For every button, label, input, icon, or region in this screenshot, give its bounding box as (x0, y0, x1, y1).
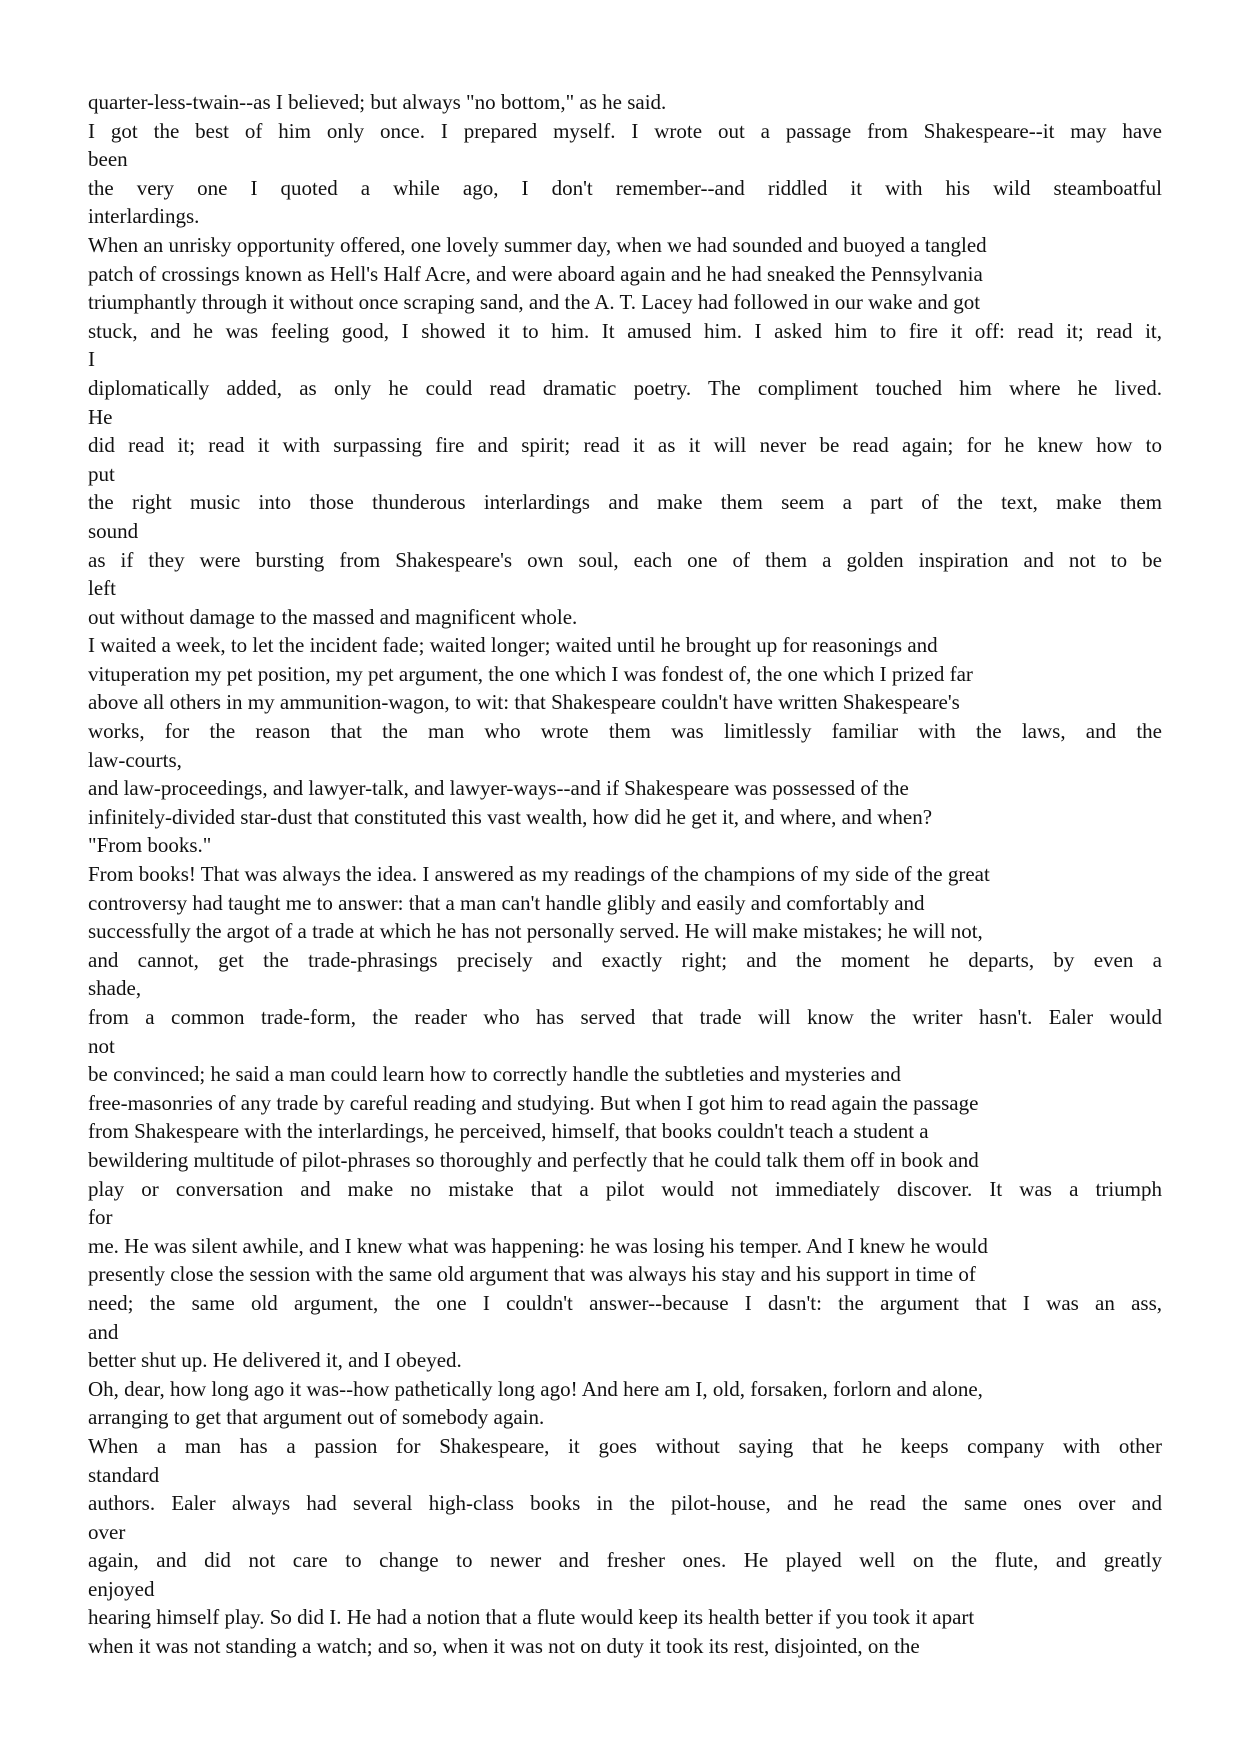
text-line: He (88, 404, 113, 429)
text-line: be convinced; he said a man could learn how to correctly handle the subtleties and mysteries and (88, 1062, 901, 1087)
text-line: sound (88, 518, 139, 543)
text-line: arranging to get that argument out of somebody again. (88, 1405, 545, 1430)
text-line: and law-proceedings, and lawyer-talk, and lawyer-ways--and if Shakespeare was possessed of the (88, 776, 909, 801)
text-line: infinitely-divided star-dust that constituted this vast wealth, how did he get it, and where, and when? (88, 804, 933, 829)
text-line: and cannot, get the trade-phrasings precisely and exactly right; and the moment he departs, by even a (88, 947, 1162, 972)
text-line: From books! That was always the idea. I answered as my readings of the champions of my side of the great (88, 862, 990, 887)
text-line: patch of crossings known as Hell's Half Acre, and were aboard again and he had sneaked the Pennsylvania (88, 261, 983, 286)
text-line: from Shakespeare with the interlardings, he perceived, himself, that books couldn't teach a student a (88, 1119, 929, 1144)
text-line: hearing himself play. So did I. He had a notion that a flute would keep its health better if you took it apart (88, 1605, 975, 1630)
text-line: over (88, 1519, 126, 1544)
text-line: standard (88, 1462, 160, 1487)
text-line: for (88, 1205, 113, 1230)
text-line: when it was not standing a watch; and so, when it was not on duty it took its rest, disjointed, on the (88, 1634, 920, 1659)
text-line: did read it; read it with surpassing fire and spirit; read it as it will never be read again; for he knew how to (88, 433, 1162, 458)
text-line: shade, (88, 976, 142, 1001)
text-line: Oh, dear, how long ago it was--how pathetically long ago! And here am I, old, forsaken, forlorn and alone, (88, 1376, 983, 1401)
text-line: controversy had taught me to answer: that a man can't handle glibly and easily and comfortably and (88, 890, 925, 915)
text-line: put (88, 461, 115, 486)
text-line: need; the same old argument, the one I couldn't answer--because I dasn't: the argument that I was an ass, (88, 1290, 1162, 1315)
text-line: me. He was silent awhile, and I knew what was happening: he was losing his temper. And I knew he would (88, 1233, 988, 1258)
text-line: presently close the session with the same old argument that was always his stay and his support in time of (88, 1262, 976, 1287)
text-line: quarter-less-twain--as I believed; but always "no bottom," as he said. (88, 90, 667, 114)
text-line: interlardings. (88, 204, 200, 229)
text-line: free-masonries of any trade by careful reading and studying. But when I got him to read again the passage (88, 1090, 979, 1115)
text-line: works, for the reason that the man who wrote them was limitlessly familiar with the laws, and the (88, 719, 1162, 744)
text-line: left (88, 576, 116, 601)
text-line: better shut up. He delivered it, and I obeyed. (88, 1348, 462, 1373)
text-line: play or conversation and make no mistake that a pilot would not immediately discover. It was a triumph (88, 1176, 1162, 1201)
text-line: successfully the argot of a trade at which he has not personally served. He will make mistakes; he will not, (88, 919, 983, 944)
text-line: stuck, and he was feeling good, I showed it to him. It amused him. I asked him to fire it off: read it; read it, (88, 318, 1162, 343)
text-line: enjoyed (88, 1576, 155, 1601)
document-page (88, 88, 1162, 1661)
text-line: authors. Ealer always had several high-class books in the pilot-house, and he read the same ones over and (88, 1491, 1162, 1516)
text-line: When a man has a passion for Shakespeare, it goes without saying that he keeps company with other (88, 1433, 1162, 1458)
text-line: law-courts, (88, 747, 182, 772)
text-line: the very one I quoted a while ago, I don't remember--and riddled it with his wild steamboatful (88, 175, 1162, 200)
text-line: triumphantly through it without once scraping sand, and the A. T. Lacey had followed in our wake and got (88, 290, 981, 315)
text-line: diplomatically added, as only he could read dramatic poetry. The compliment touched him where he lived. (88, 375, 1162, 400)
text-line: not (88, 1033, 115, 1058)
text-line: bewildering multitude of pilot-phrases so thoroughly and perfectly that he could talk them off in book and (88, 1147, 979, 1172)
text-line: vituperation my pet position, my pet argument, the one which I was fondest of, the one which I prized far (88, 661, 973, 686)
text-line: out without damage to the massed and magnificent whole. (88, 604, 578, 629)
text-line: above all others in my ammunition-wagon, to wit: that Shakespeare couldn't have written Shakespeare's (88, 690, 960, 715)
text-line: from a common trade-form, the reader who has served that trade will know the writer hasn't. Ealer would (88, 1005, 1162, 1029)
text-line: When an unrisky opportunity offered, one lovely summer day, when we had sounded and buoyed a tangled (88, 232, 987, 257)
text-line: "From books." (88, 833, 212, 858)
text-line: I got the best of him only once. I prepared myself. I wrote out a passage from Shakespeare--it may have (88, 118, 1162, 143)
text-line: been (88, 147, 128, 172)
text-line: the right music into those thunderous interlardings and make them seem a part of the text, make them (88, 490, 1162, 515)
text-line: as if they were bursting from Shakespeare's own soul, each one of them a golden inspiration and not to be (88, 547, 1162, 572)
text-line: I waited a week, to let the incident fade; waited longer; waited until he brought up for reasonings and (88, 633, 938, 658)
text-line: I (88, 347, 95, 372)
text-line: and (88, 1319, 119, 1344)
text-line: again, and did not care to change to newer and fresher ones. He played well on the flute, and greatly (88, 1548, 1162, 1573)
